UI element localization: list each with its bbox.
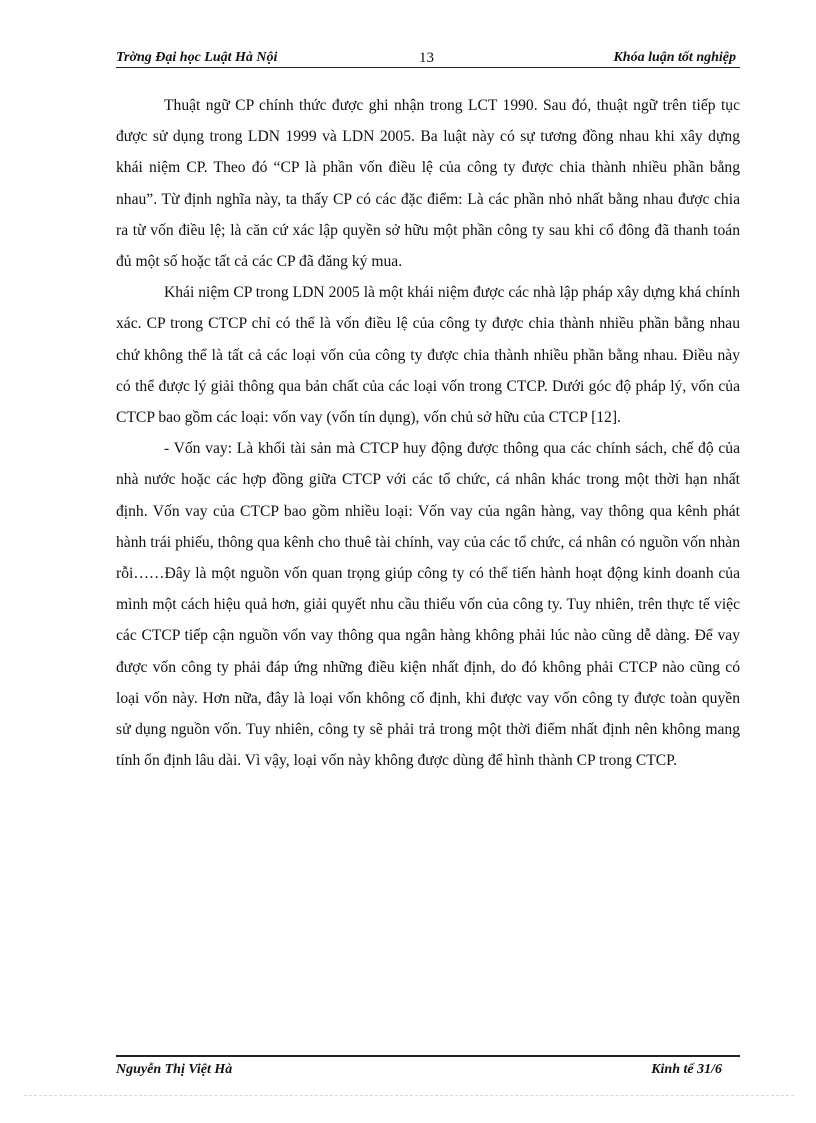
page-header	[116, 50, 740, 68]
paragraph-1: Thuật ngữ CP chính thức được ghi nhận trong LCT 1990. Sau đó, thuật ngữ trên tiếp tục được sử dụng trong LDN 1999 và LDN 2005. Ba luật này có sự tương đồng nhau khi xây dựng khái niệm CP. Theo đó “CP là phần vốn điều lệ của công ty được chia thành nhiều phần bằng nhau”. Từ định nghĩa này, ta thấy CP có các đặc điểm: Là các phần nhỏ nhất bằng nhau được chia ra từ vốn điều lệ; là căn cứ xác lập quyền sở hữu một phần công ty sau khi cổ đông đã thanh toán đủ một số hoặc tất cả các CP đã đăng ký mua.	[116, 97, 740, 271]
paragraph-3: - Vốn vay: Là khối tài sản mà CTCP huy động được thông qua các chính sách, chế độ của nhà nước hoặc các hợp đồng giữa CTCP với các tổ chức, cá nhân khác trong một thời hạn nhất định. Vốn vay của CTCP bao gồm nhiều loại: Vốn vay của ngân hàng, vay thông qua kênh phát hành trái phiếu, thông qua kênh cho thuê tài chính, vay của các tổ chức, cá nhân có nguồn vốn nhàn rỗi……Đây là một nguồn vốn quan trọng giúp công ty có thể tiến hành hoạt động kinh doanh của mình một cách hiệu quả hơn, giải quyết nhu cầu thiếu vốn của công ty. Tuy nhiên, trên thực tế việc các CTCP tiếp cận nguồn vốn vay thông qua ngân hàng không phải lúc nào cũng dễ dàng. Để vay được vốn công ty phải đáp ứng những điều kiện nhất định, do đó không phải CTCP nào cũng có loại vốn này. Hơn nữa, đây là loại vốn không cố định, khi được vay vốn công ty được toàn quyền sử dụng nguồn vốn. Tuy nhiên, công ty sẽ phải trả trong một thời điểm nhất định nên không mang tính ổn định lâu dài. Vì vậy, loại vốn này không được dùng để hình thành CP trong CTCP.	[116, 440, 740, 770]
page-number: 13	[419, 50, 434, 66]
footer-class: Kinh tế 31/6	[651, 1062, 722, 1077]
page-footer	[116, 1062, 740, 1080]
page-edge-divider	[24, 1095, 794, 1096]
paragraph-2: Khái niệm CP trong LDN 2005 là một khái niệm được các nhà lập pháp xây dựng khá chính xác. CP trong CTCP chỉ có thể là vốn điều lệ của công ty được chia thành nhiều phần bằng nhau chứ không thể là tất cả các loại vốn của công ty được chia thành nhiều phần bằng nhau. Điều này có thể được lý giải thông qua bản chất của các loại vốn trong CTCP. Dưới góc độ pháp lý, vốn của CTCP bao gồm các loại: vốn vay (vốn tín dụng), vốn chủ sở hữu của CTCP [12].	[116, 284, 740, 427]
footer-author: Nguyễn Thị Việt Hà	[116, 1062, 233, 1077]
footer-divider	[116, 1055, 740, 1057]
header-school: Trờng Đại học Luật Hà Nội	[116, 50, 278, 65]
document-body	[116, 90, 740, 776]
header-thesis-title: Khóa luận tốt nghiệp	[613, 50, 736, 65]
header-divider	[116, 67, 740, 68]
